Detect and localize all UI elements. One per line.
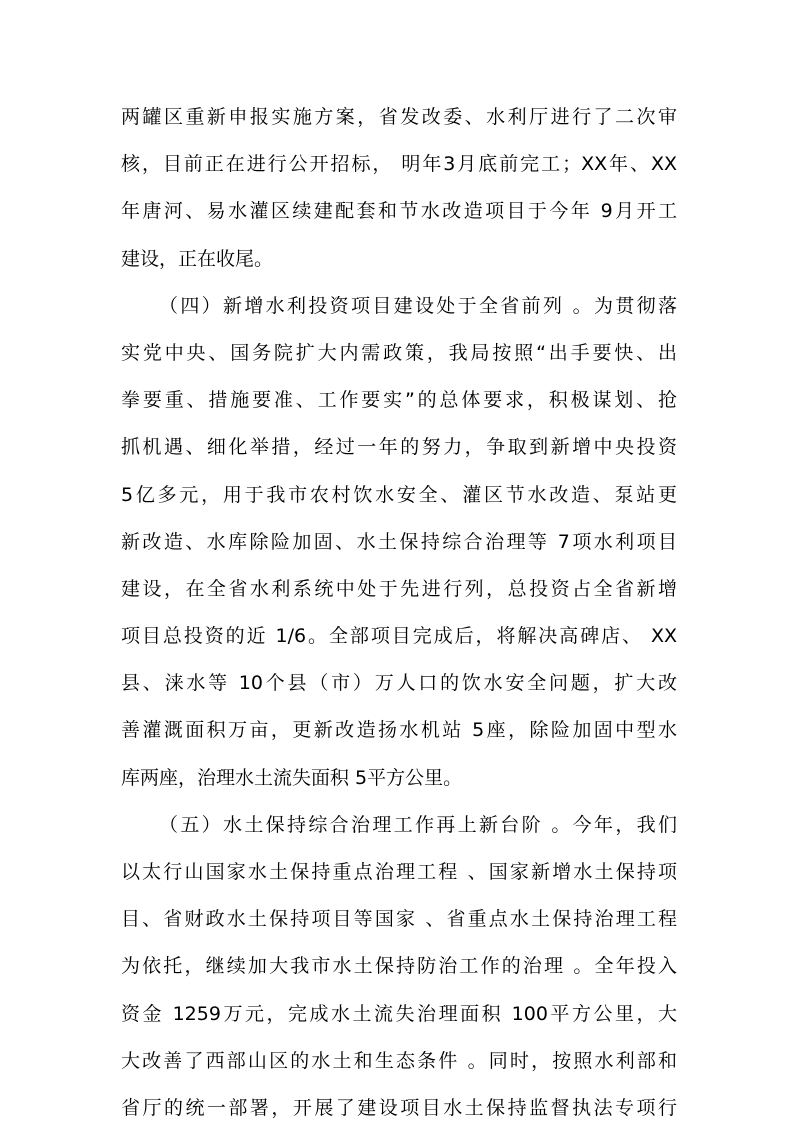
section-heading-line: （四）新增水利投资项目建设处于全省前列 。为贯彻落 [159, 294, 677, 317]
text-line: 以太行山国家水土保持重点治理工程 、国家新增水土保持项 [121, 861, 677, 883]
text-line: 实党中央、国务院扩大内需政策，我局按照“出手要快、出 [121, 341, 677, 364]
text-line: 资金 1259万元，完成水土流失治理面积 100平方公里，大 [121, 1002, 677, 1025]
text-line: 善灌溉面积万亩，更新改造扬水机站 5座，除险加固中型水 [121, 719, 677, 742]
text-line: 新改造、水库除险加固、水土保持综合治理等 7项水利项目 [121, 530, 677, 553]
text-line: 抓机遇、细化举措，经过一年的努力，争取到新增中央投资 [121, 436, 677, 459]
text-line: 县、涞水等 10个县（市）万人口的饮水安全问题，扩大改 [121, 672, 677, 695]
text-line: 项目总投资的近 1/6。全部项目完成后，将解决高碑店、 XX [121, 625, 677, 648]
text-line: 年唐河、易水灌区续建配套和节水改造项目于今年 9月开工 [121, 200, 677, 223]
text-line: 5亿多元，用于我市农村饮水安全、灌区节水改造、泵站更 [121, 483, 677, 506]
text-line: 目、省财政水土保持项目等国家 、省重点水土保持治理工程 [121, 908, 677, 931]
text-line: 为依托，继续加大我市水土保持防治工作的治理 。全年投入 [121, 955, 677, 978]
text-line: 拳要重、措施要准、工作要实”的总体要求，积极谋划、抢 [121, 389, 677, 412]
text-line: 省厅的统一部署，开展了建设项目水土保持监督执法专项行 [121, 1096, 677, 1119]
text-line: 建设，正在收尾。 [121, 247, 274, 270]
section-heading-line: （五）水土保持综合治理工作再上新台阶 。今年，我们 [159, 813, 677, 836]
text-line: 两罐区重新申报实施方案，省发改委、水利厅进行了二次审 [121, 106, 677, 128]
text-line: 建设，在全省水利系统中处于先进行列，总投资占全省新增 [121, 577, 677, 600]
body-text [121, 94, 677, 1132]
text-line: 核，目前正在进行公开招标， 明年3月底前完工；XX年、XX [121, 153, 677, 176]
text-line: 库两座，治理水土流失面积 5平方公里。 [121, 766, 463, 789]
text-line: 大改善了西部山区的水土和生态条件 。同时，按照水利部和 [121, 1049, 677, 1072]
